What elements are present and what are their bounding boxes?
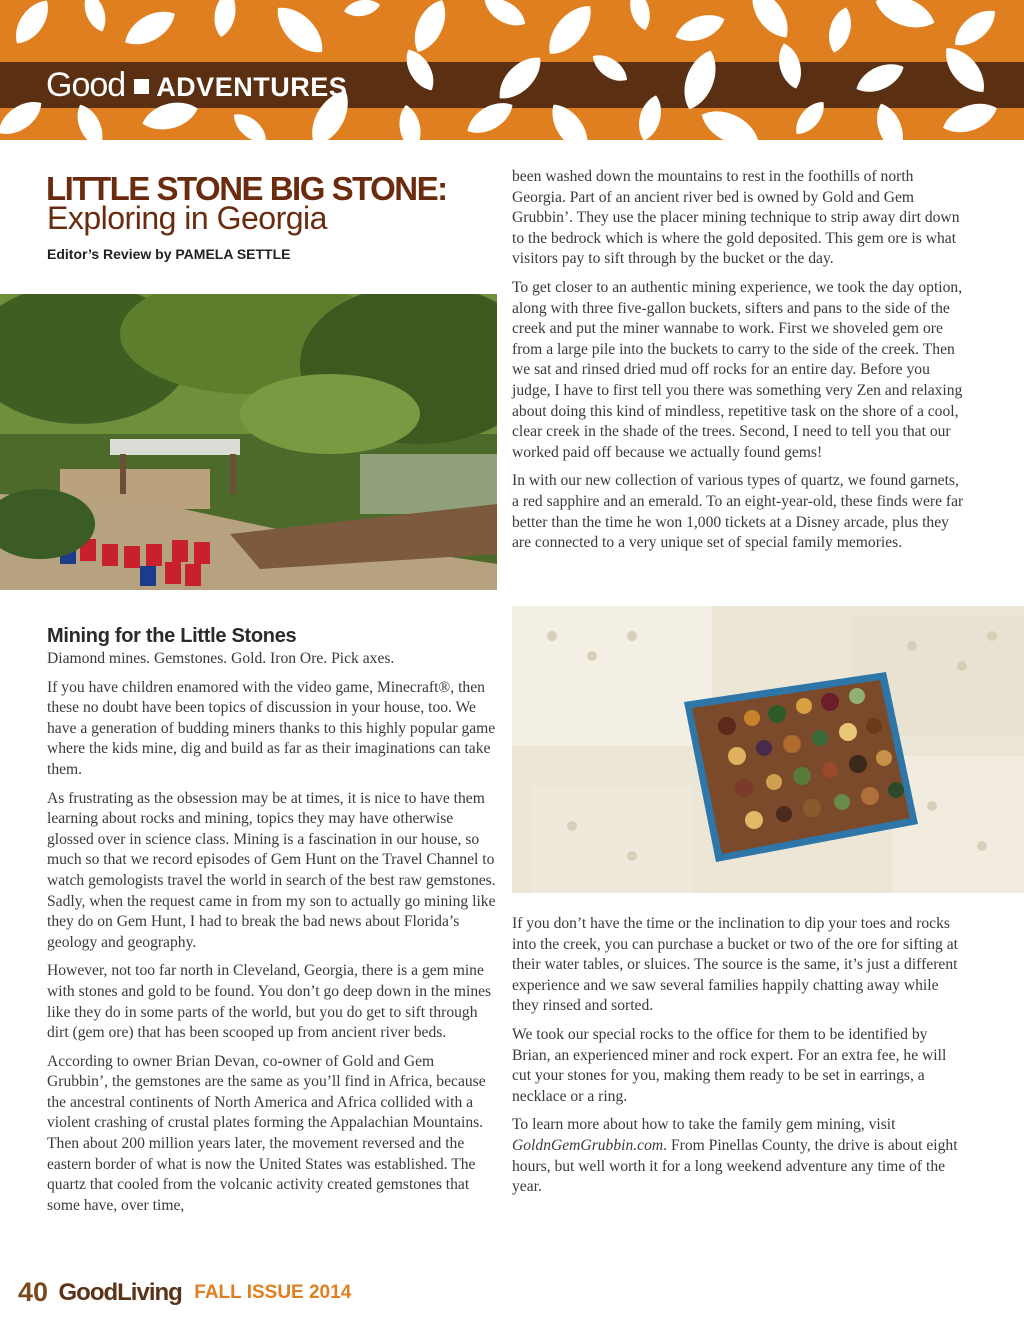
header-banner (0, 0, 1024, 140)
paragraph: been washed down the mountains to rest in the foothills of north Georgia. Part of an ancient river bed is owned by Gold and Gem Grubbin’. They use the placer mining technique to strip away dirt down to the bedrock which is where the gold deposited. This gem ore is what visitors pay to sift through by the bucket or the day. (512, 168, 960, 268)
section-heading: Mining for the Little Stones (47, 625, 297, 647)
right-column-top (512, 167, 966, 562)
paragraph: If you don’t have the time or the inclination to dip your toes and rocks into the creek, you can purchase a bucket or two of the ore for sifting at their water tables, or sluices. The source is the same, it’s just a different experience and we saw several families happily chatting away while they rinsed and sorted. (512, 915, 958, 1015)
square-icon (134, 79, 149, 94)
paragraph: However, not too far north in Cleveland, Georgia, there is a gem mine with stones and gold to be found. You don’t go deep down in the mines like they do in some parts of the world, but you do get to sift through dirt (gem ore) that has been scooped up from ancient river beds. (47, 962, 492, 1042)
section-title (46, 62, 347, 108)
page-number: 40 (18, 1277, 49, 1307)
byline: Editor’s Review by PAMELA SETTLE (47, 246, 291, 262)
section-deck: Diamond mines. Gemstones. Gold. Iron Ore. Pick axes. (47, 650, 395, 667)
section-label: ADVENTURES (156, 72, 348, 102)
left-column (47, 624, 497, 1224)
paragraph: We took our special rocks to the office for them to be identified by Brian, an experienced miner and rock expert. For an extra fee, he will cut your stones for you, making them ready to be set in earrings, a necklace or a ring. (512, 1025, 947, 1105)
paragraph: If you have children enamored with the video game, Minecraft®, then these no doubt have been topics of discussion in your house, too. We have a generation of budding miners thanks to this highly popular game where the kids mine, dig and build as far as their imaginations can take them. (47, 678, 496, 778)
article-subtitle: Exploring in Georgia (47, 200, 327, 236)
article-title: LITTLE STONE BIG STONE: (46, 170, 447, 207)
brand-label: Good (46, 66, 126, 104)
paragraph: As frustrating as the obsession may be at times, it is nice to have them learning about rocks and mining, topics they may have otherwise glossed over in science class. Mining is a fascination in our house, so much so that we record episodes of Gem Hunt on the Travel Channel to watch gemologists travel the world in search of the best raw gemstones. Sadly, when the request came in from my son to actually go mining like they do on Gem Hunt, I had to break the bad news about Florida’s geology and geography. (47, 789, 496, 951)
gemstones-tray-photo (512, 606, 1024, 893)
right-column-bottom (512, 914, 964, 1206)
magazine-name: GoodLiving (58, 1278, 182, 1306)
paragraph: According to owner Brian Devan, co-owner of Gold and Gem Grubbin’, the gemstones are the same as you’ll find in Africa, because the ancestral continents of North America and Africa collided with a violent crashing of crustal plates forming the Appalachian Mountains. Then about 200 million years later, the movement reversed and the eastern border of what is now the United States was established. The quartz that cooled from the volcanic activity created gemstones that some have, over time, (47, 1052, 486, 1214)
paragraph: In with our new collection of various types of quartz, we found garnets, a red sapphire and an emerald. To an eight-year-old, these finds were far better than the time he won 1,000 tickets at a Disney arcade, plus they are connected to a very unique set of special family memories. (512, 472, 964, 552)
website-link[interactable]: GoldnGemGrubbin.com (512, 1136, 664, 1154)
issue-label: FALL ISSUE 2014 (194, 1281, 352, 1303)
closing-paragraph (512, 1115, 964, 1197)
page-footer (18, 1277, 351, 1313)
paragraph: To get closer to an authentic mining experience, we took the day option, along with three five-gallon buckets, sifters and pans to the side of the creek and put the miner wannabe to work. First we shoveled gem ore from a large pile into the buckets to carry to the side of the creek. Then we sat and rinsed dried mud off rocks for an entire day. Before you judge, I have to first tell you there was something very Zen and relaxing about doing this kind of mindless, repetitive task on the shore of a cool, clear creek in the shade of the trees. Second, I need to tell you that our worked paid off because we actually found gems! (512, 278, 963, 461)
closing-text: To learn more about how to take the family gem mining, visit (512, 1116, 896, 1134)
creek-mining-photo (0, 294, 497, 590)
closing-text: . From Pinellas County, the drive is about eight hours, but well worth it for a long weekend adventure any time of the year. (512, 1136, 958, 1196)
